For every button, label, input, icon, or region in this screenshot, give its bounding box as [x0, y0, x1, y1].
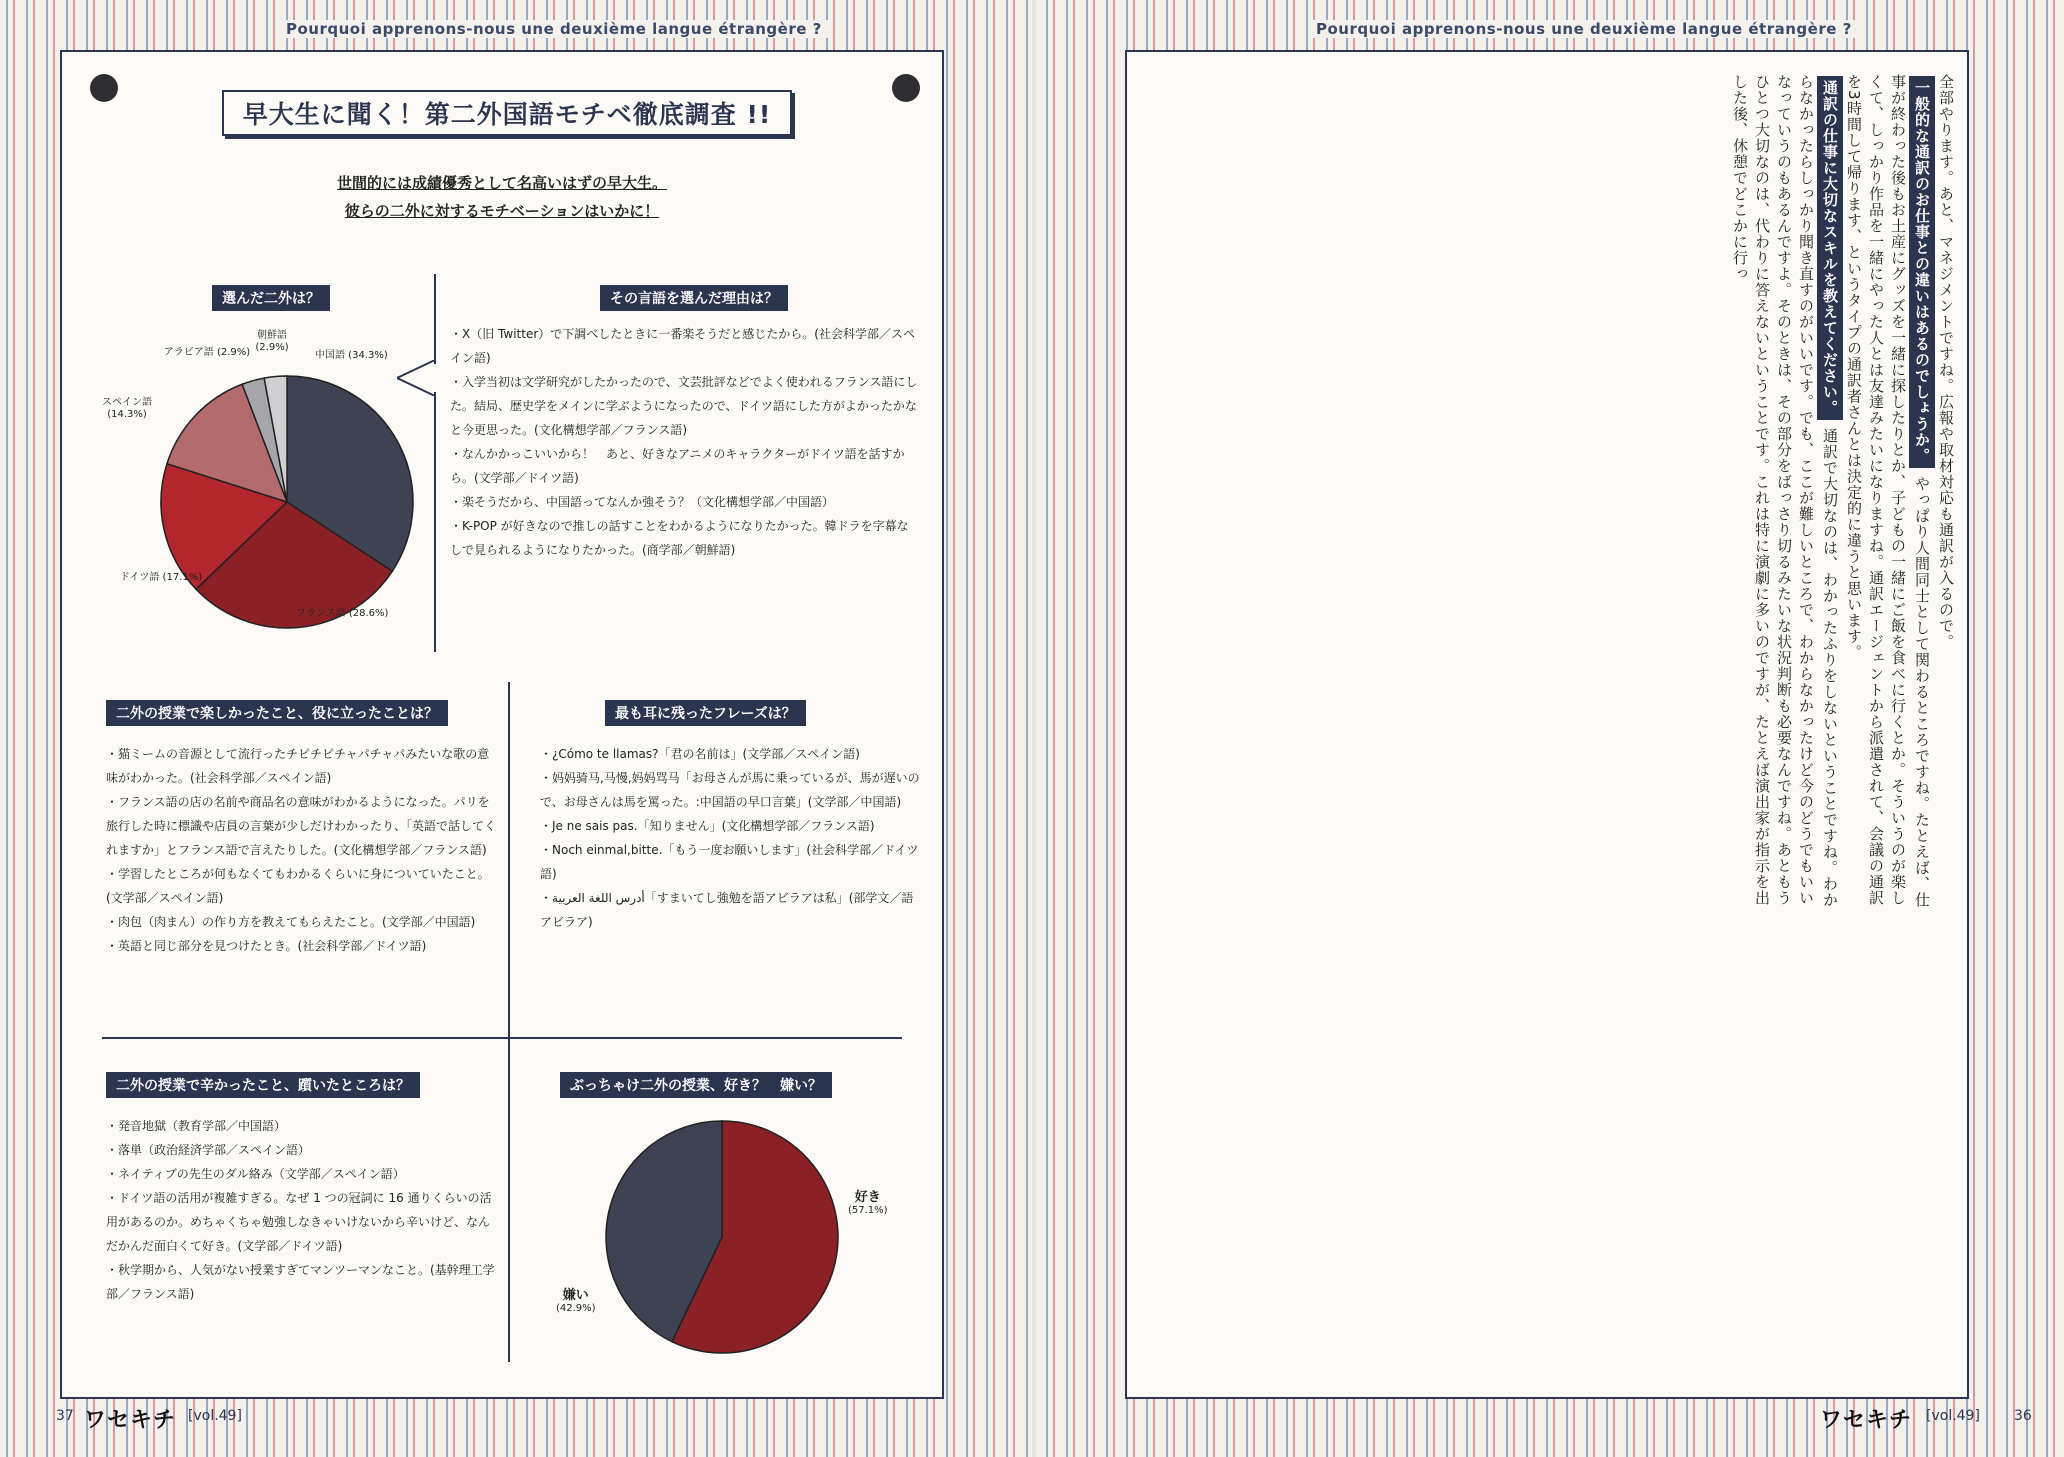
vol-left: [vol.49]: [188, 1408, 242, 1424]
label-reason: その言語を選んだ理由は？: [600, 285, 788, 311]
pie1-label-germany: ドイツ語 (17.1%): [119, 572, 203, 583]
left-page: [60, 50, 944, 1399]
list-item: ・入学当初は文学研究がしたかったので、文芸批評などでよく使われるフランス語にした。結局、歴史学をメインに学ぶようになったので、ドイツ語にした方がよかったかなと今更思った。(文化構想学部／フランス語): [450, 375, 918, 437]
list-item: ・K-POP が好きなので推しの話すことをわかるようになりたかった。韓ドラを字幕なしで見られるようになりたかった。(商学部／朝鮮語): [450, 519, 909, 557]
list-item: ・ネイティブの先生のダル絡み（文学部／スペイン語）: [106, 1167, 405, 1181]
phrase-list: [540, 742, 920, 934]
question-heading: 通訳の仕事に大切なスキルを教えてください。: [1817, 76, 1843, 420]
interview-text-top: [1137, 74, 1957, 914]
divider-h: [102, 1037, 902, 1039]
pie2-dislike-name: 嫌い: [562, 1288, 589, 1303]
page-number-left: 37: [56, 1408, 74, 1424]
pie1-label-france: フランス語 (28.6%): [296, 608, 389, 619]
feature-title: [222, 90, 792, 136]
list-item: ・秋学期から、人気がない授業すぎてマンツーマンなこと。(基幹理工学部／フランス語): [106, 1263, 495, 1301]
list-item: ・¿Cómo te llamas?「君の名前は」(文学部／スペイン語): [540, 747, 860, 761]
label-fun: 二外の授業で楽しかったこと、役に立ったことは？: [106, 700, 448, 726]
punch-hole-icon: [90, 74, 118, 102]
pie-chart-chosen-language: [157, 372, 417, 632]
pie2-dislike-pct: (42.9%): [556, 1303, 596, 1314]
pie1-label-korean: 朝鮮語 (2.9%): [255, 330, 289, 353]
list-item: ・なんかかっこいいから！ あと、好きなアニメのキャラクターがドイツ語を話すから。(文学部／ドイツ語): [450, 447, 905, 485]
list-item: ・英語と同じ部分を見つけたとき。(社会科学部／ドイツ語): [106, 939, 427, 953]
logo-left: ワセキチ: [84, 1408, 177, 1433]
list-item: ・X（旧 Twitter）で下調べしたときに一番楽そうだと感じたから。(社会科学部／スペイン語): [450, 327, 915, 365]
logo-right: ワセキチ: [1820, 1408, 1913, 1433]
pie1-label-spain: スペイン語 (14.3%): [102, 397, 152, 420]
list-item: ・Noch einmal,bitte.「もう一度お願いします」(社会科学部／ドイツ語): [540, 843, 919, 881]
hard-list: [106, 1114, 496, 1306]
pie2-label-dislike: [556, 1290, 596, 1315]
list-item: ・楽そうだから、中国語ってなんか強そう？（文化構想学部／中国語）: [450, 495, 835, 509]
list-item: ・学習したところが何もなくてもわかるくらいに身についていたこと。(文学部／スペイン語): [106, 867, 490, 905]
lead-line-1: 世間的には成績優秀として名高いはずの早大生。: [336, 174, 667, 192]
list-item: ・フランス語の店の名前や商品名の意味がわかるようになった。パリを旅行した時に標識や店員の言葉が少しだけわかったり、「英語で話してくれますか」とフランス語で言えたりした。(文化構想学部／フランス語): [106, 795, 497, 857]
page-number-right: 36: [2014, 1408, 2032, 1424]
paragraph: 全部やります。あと、マネジメントですね。広報や取材対応も通訳が入るので。: [1937, 74, 1955, 650]
lead-line-2: 彼らの二外に対するモチベーションはいかに！: [344, 202, 660, 220]
running-head-right: Pourquoi apprenons-nous une deuxième langue étrangère ?: [1310, 20, 1858, 38]
vol-right: [vol.49]: [1926, 1408, 1980, 1424]
list-item: ・أدرس اللغة العربية「すまいてし強勉を語アビラアは私」(部学文／語アビラア): [540, 891, 914, 929]
list-item: ・肉包（肉まん）の作り方を教えてもらえたこと。(文学部／中国語): [106, 915, 476, 929]
list-item: ・発音地獄（教育学部／中国語）: [106, 1119, 287, 1133]
list-item: ・妈妈骑马,马慢,妈妈骂马「お母さんが馬に乗っているが、馬が遅いので、お母さんは馬を罵った。:中国語の早口言葉」(文学部／中国語): [540, 771, 920, 809]
divider-v2: [434, 392, 436, 652]
feature-title-text: 早大生に聞く！第二外国語モチベ徹底調査 !!: [242, 100, 772, 129]
divider-v3: [508, 682, 510, 1362]
label-like: ぶっちゃけ二外の授業、好き？ 嫌い？: [560, 1072, 832, 1098]
pie2-like-name: 好き: [854, 1190, 881, 1205]
list-item: ・ドイツ語の活用が複雑すぎる。なぜ 1 つの冠詞に 16 通りくらいの活用があるのか。めちゃくちゃ勉強しなきゃいけないから辛いけど、なんだかんだ面白くて好き。(文学部／ドイツ語): [106, 1191, 492, 1253]
label-hard: 二外の授業で辛かったこと、躓いたところは？: [106, 1072, 420, 1098]
question-heading: 一般的な通訳のお仕事との違いはあるのでしょうか。: [1909, 76, 1935, 468]
right-page: [1125, 50, 1969, 1399]
punch-hole-icon: [892, 74, 920, 102]
list-item: ・Je ne sais pas.「知りません」(文化構想学部／フランス語): [540, 819, 875, 833]
spread-gutter: [1032, 0, 1036, 1457]
running-head-left: Pourquoi apprenons-nous une deuxième langue étrangère ?: [280, 20, 828, 38]
pie1-label-arabic: アラビア語 (2.9%): [163, 347, 251, 358]
pie2-like-pct: (57.1%): [848, 1205, 888, 1216]
label-chosen: 選んだ二外は？: [212, 285, 330, 311]
paragraph: やっぱり人間同士として関わるところですね。たとえば、仕事が終わった後もお土産にグッズを一緒に探したりとか、子どもの一緒にご飯を食べに行くとか。そういうのが楽しくて、しっかり作品を一緒にやった人とは友達みたいになりますね。通訳エージェントから派遣されて、会議の通訳を3時間して帰ります、というタイプの通訳者さんとは決定的に違うと思います。: [1845, 74, 1931, 908]
pie-chart-like-dislike: [602, 1117, 842, 1357]
divider-v1: [434, 274, 436, 364]
label-phrase: 最も耳に残ったフレーズは？: [605, 700, 806, 726]
fun-list: [106, 742, 496, 958]
paragraph: 通訳で大切なのは、わかったふりをしないということですね。わからなかったらしっかり聞き直すのがいいです。でも、ここが難しいところで、わからなかったけど今のどうでもいいなっていうのもあるんですよ。そのときは、その部分をばっさり切るみたいな状況判断も必要なんですね。あともうひとつ大切なのは、代わりに答えないということです。これは特に演劇に多いのですが、たとえば演出家が指示を出した後、休憩でどこかに行っ: [1731, 74, 1839, 908]
pie1-label-china: 中国語 (34.3%): [315, 350, 388, 361]
pie2-label-like: [848, 1192, 888, 1217]
reason-list: [450, 322, 920, 562]
list-item: ・猫ミームの音源として流行ったチピチピチャパチャパみたいな歌の意味がわかった。(社会科学部／スペイン語): [106, 747, 490, 785]
list-item: ・落単（政治経済学部／スペイン語）: [106, 1143, 311, 1157]
